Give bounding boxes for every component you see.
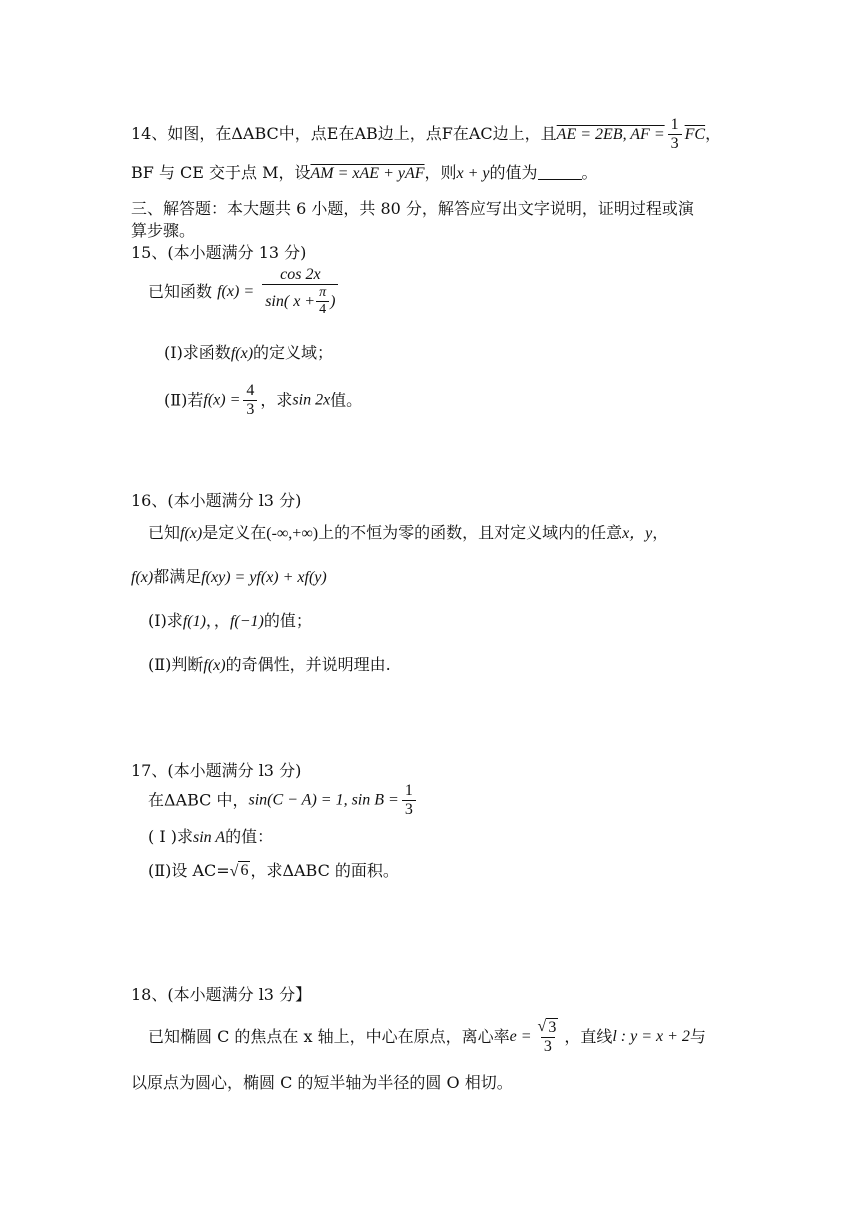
q15-p2-text: (Ⅱ)若 xyxy=(164,390,204,410)
q16-text-4: 都满足 xyxy=(153,567,202,586)
q15-part-1 xyxy=(164,342,333,365)
q16-p2-fx: f(x) xyxy=(203,657,226,674)
q18-e: e = xyxy=(509,1028,532,1045)
q16-p2-text-2: 的奇偶性，并说明理由. xyxy=(225,655,391,674)
q17-part-1 xyxy=(148,826,273,849)
q15-p2-text-3: 值。 xyxy=(330,390,363,410)
q16-heading: 16、(本小题满分 l3 分) xyxy=(131,491,302,510)
q14-answer-blank[interactable] xyxy=(538,163,582,180)
q16-text-2: 是定义在 xyxy=(202,523,267,542)
q16-equation: f(xy) = yf(x) + xf(y) xyxy=(201,569,327,586)
q18-heading: 18、(本小题满分 l3 分】 xyxy=(131,985,312,1004)
q15-heading: 15、(本小题满分 13 分) xyxy=(131,243,307,262)
q16-comma: ， xyxy=(652,523,669,542)
q15-p2-fx: f(x) = xyxy=(203,391,241,409)
q16-line-1 xyxy=(148,522,668,545)
q15-p2-num: 4 xyxy=(246,382,255,399)
q17-p1-text-2: 的值： xyxy=(225,827,274,846)
q18-line-eq: l : y = x + 2 xyxy=(612,1028,690,1045)
q14-x-plus-y: x + y xyxy=(456,165,490,182)
section3-line-2: 算步骤。 xyxy=(131,221,196,240)
q18-line-1 xyxy=(148,1018,706,1056)
q14-line-2 xyxy=(131,162,598,185)
section3-line-1: 三、解答题：本大题共 6 小题，共 80 分，解答应写出文字说明，证明过程或演 xyxy=(131,199,694,218)
q17-equation: sin(C − A) = 1, sin B = xyxy=(248,791,399,809)
q15-numerator: cos 2x xyxy=(280,266,321,283)
q15-part-2 xyxy=(164,382,362,419)
q15-four: 4 xyxy=(316,301,329,318)
q16-domain: (-∞,+∞) xyxy=(266,525,319,542)
q16-p1-text: (I)求 xyxy=(148,611,183,630)
q15-pi-over-4 xyxy=(316,285,329,318)
q14-fraction-den: 3 xyxy=(668,134,682,153)
q16-xy: x，y xyxy=(622,525,653,542)
q17-part-2 xyxy=(148,860,399,883)
q17-p1-text: ( I )求 xyxy=(148,827,193,846)
q16-fm1: f(−1) xyxy=(229,613,264,630)
q14-fraction-num: 1 xyxy=(670,116,679,133)
q16-line-2 xyxy=(131,566,327,589)
q14-fraction xyxy=(668,116,682,153)
q15-p1-text: (I)求函数 xyxy=(164,343,231,362)
q15-p2-den: 3 xyxy=(243,400,257,419)
q15-fraction xyxy=(262,266,338,318)
q16-fx-2: f(x) xyxy=(131,569,154,586)
q15-pi: π xyxy=(319,285,327,300)
q17-p2-text: (Ⅱ)设 AC= xyxy=(148,861,230,880)
q15-p1-fx: f(x) xyxy=(230,345,254,362)
q17-p2-text-2: ，求ΔABC 的面积。 xyxy=(250,861,399,880)
q17-den: 3 xyxy=(402,800,416,819)
q17-sqrt: √ 6 xyxy=(229,862,249,880)
q16-p2-text: (Ⅱ)判断 xyxy=(148,655,204,674)
q15-p2-fraction xyxy=(243,382,257,419)
q17-radicand: 6 xyxy=(240,862,249,879)
q14-text: 14、如图，在ΔABC中，点E在AB边上，点F在AC边上，且 xyxy=(131,124,557,143)
q15-den-close: ) xyxy=(330,292,336,310)
q17-num: 1 xyxy=(404,782,413,799)
q14-period: 。 xyxy=(581,163,598,182)
q17-text: 在ΔABC 中， xyxy=(148,790,249,810)
q14-text-3: ，则 xyxy=(424,163,457,182)
q18-text-3: 与 xyxy=(689,1027,706,1046)
q15-p1-text-2: 的定义域； xyxy=(253,343,334,362)
q16-part-1 xyxy=(148,610,312,633)
q15-given: 已知函数 xyxy=(148,282,213,301)
q16-text-3: 上的不恒为零的函数，且对定义域内的任意 xyxy=(318,523,623,542)
q16-fx: f(x) xyxy=(180,525,203,542)
q17-line-1 xyxy=(148,782,419,819)
q17-heading: 17、(本小题满分 l3 分) xyxy=(131,761,302,780)
q18-text-2: ，直线 xyxy=(564,1027,613,1046)
q14-comma: ， xyxy=(705,124,722,143)
q18-text: 已知椭圆 C 的焦点在 x 轴上，中心在原点，离心率 xyxy=(148,1027,510,1046)
q15-p2-sin: sin 2x xyxy=(292,391,331,409)
q18-radicand: 3 xyxy=(548,1019,557,1036)
q14-vector-am: AM = xAE + yAF xyxy=(310,165,425,182)
q17-fraction xyxy=(402,782,416,819)
q16-text: 已知 xyxy=(148,523,181,542)
q17-sina: sin A xyxy=(192,829,226,846)
q18-line-2: 以原点为圆心，椭圆 C 的短半轴为半径的圆 O 相切。 xyxy=(131,1073,513,1092)
q15-function-def xyxy=(148,266,341,318)
q15-fx: f(x) = xyxy=(217,283,255,300)
q16-f1: f(1) xyxy=(182,613,206,630)
q16-p1-text-3: 的值； xyxy=(263,611,312,630)
q18-eccentricity xyxy=(535,1018,562,1056)
q14-text-2: BF 与 CE 交于点 M，设 xyxy=(131,163,311,182)
q15-p2-text-2: ，求 xyxy=(260,390,293,410)
q18-den: 3 xyxy=(541,1037,555,1056)
q14-line-1 xyxy=(131,116,721,153)
q14-vector-fc: $\overline{FC}$ xyxy=(684,126,706,143)
q18-num: √ 3 xyxy=(537,1018,557,1036)
q16-p1-text-2: ，， xyxy=(205,611,230,630)
q15-denominator xyxy=(262,284,338,318)
q14-text-4: 的值为 xyxy=(489,163,538,182)
q16-part-2 xyxy=(148,654,391,677)
q14-vector-condition: AE = 2EB, AF = xyxy=(556,126,665,143)
q15-den-sin: sin( x + xyxy=(265,292,316,310)
